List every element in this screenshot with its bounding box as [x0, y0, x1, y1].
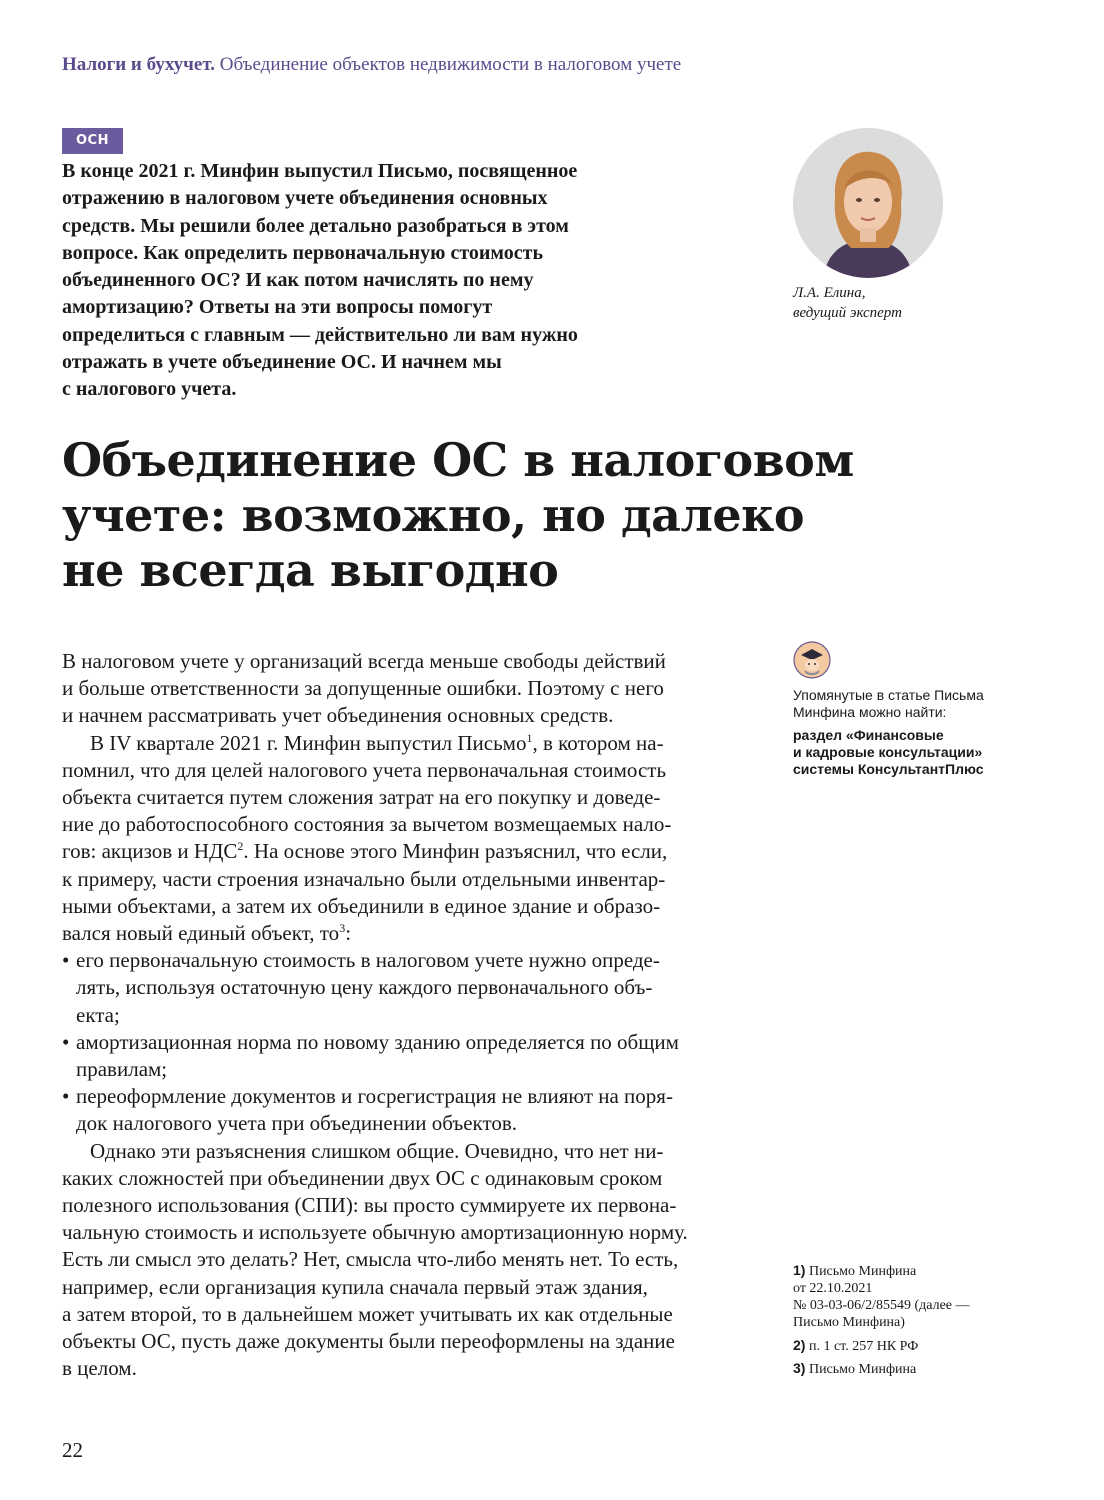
- body-line: [62, 1029, 752, 1056]
- footnote-text: Письмо Минфина: [808, 1264, 917, 1279]
- body-line: екта;: [76, 1002, 120, 1027]
- bullet-icon: •: [62, 1029, 70, 1054]
- body-text: его первоначальную стоимость в налоговом учете нужно опреде-: [76, 948, 660, 973]
- footnote-text: п. 1 ст. 257 НК РФ: [808, 1339, 919, 1354]
- footnote-number: 1): [793, 1262, 806, 1278]
- body-line: док налогового учета при объединении объектов.: [76, 1111, 518, 1136]
- footnote-text: № 03-03-06/2/85549 (далее —: [793, 1298, 970, 1313]
- body-line: в целом.: [62, 1356, 137, 1381]
- sidebar-reference: [793, 727, 1053, 778]
- sidebar-note-line: Упомянутые в статье Письма: [793, 687, 984, 703]
- lead-line: определиться с главным — действительно ли вам нужно: [62, 323, 578, 346]
- footnote-number: 2): [793, 1337, 806, 1353]
- body-line: полезного использования (СПИ): вы просто суммируете их первона-: [62, 1193, 677, 1218]
- body-text: гов: акцизов и НДС: [62, 839, 238, 864]
- sidebar-reference-line: системы КонсультантПлюс: [793, 761, 984, 777]
- body-line: ние до работоспособного состояния за вычетом возмещаемых нало-: [62, 812, 672, 837]
- body-line: и начнем рассматривать учет объединения основных средств.: [62, 703, 614, 728]
- body-line: помнил, что для целей налогового учета первоначальная стоимость: [62, 757, 667, 782]
- lead-line: средств. Мы решили более детально разобраться в этом: [62, 214, 569, 237]
- author-name: Л.А. Елина,: [793, 285, 866, 301]
- body-line: [62, 1083, 752, 1110]
- body-line: объекта считается путем сложения затрат на его покупку и доведе-: [62, 785, 661, 810]
- article-title: [62, 433, 962, 598]
- body-line: Есть ли смысл это делать? Нет, смысла что-либо менять нет. То есть,: [62, 1247, 679, 1272]
- expert-mascot-icon: [793, 641, 831, 679]
- title-line: учете: возможно, но далеко: [62, 488, 805, 542]
- footnote-ref-3: 3: [339, 921, 346, 936]
- body-line: [62, 947, 752, 974]
- lead-line: амортизацию? Ответы на эти вопросы помогут: [62, 296, 493, 319]
- footnote-ref-1: 1: [526, 730, 533, 745]
- lead-line: отражению в налоговом учете объединения основных: [62, 187, 548, 210]
- lead-line: В конце 2021 г. Минфин выпустил Письмо, посвященное: [62, 160, 578, 182]
- body-line: [62, 838, 752, 865]
- author-role: ведущий эксперт: [793, 305, 902, 321]
- body-line: ными объектами, а затем их объединили в единое здание и образо-: [62, 893, 661, 918]
- running-header: [62, 54, 1022, 76]
- body-text: В IV квартале 2021 г. Минфин выпустил Письмо: [90, 730, 527, 755]
- bullet-item: [62, 1029, 752, 1083]
- lead-line: отражать в учете объединение ОС. И начнем мы: [62, 351, 502, 374]
- footnote-1: [793, 1262, 1053, 1331]
- sidebar-reference-line: раздел «Финансовые: [793, 727, 944, 743]
- title-line: не всегда выгодно: [62, 543, 559, 597]
- body-line: [62, 730, 752, 757]
- body-text: переоформление документов и госрегистрация не влияют на поря-: [76, 1084, 673, 1109]
- lead-line: объединенного ОС? И как потом начислять по нему: [62, 269, 534, 292]
- bullet-item: [62, 947, 752, 1029]
- body-line: например, если организация купила сначала первый этаж здания,: [62, 1274, 648, 1299]
- lead-line: вопросе. Как определить первоначальную стоимость: [62, 241, 544, 264]
- body-line: правилам;: [76, 1057, 168, 1082]
- sidebar-note: [793, 687, 1053, 721]
- lead-paragraph: [62, 158, 752, 404]
- author-portrait: [793, 128, 943, 278]
- body-line: объекты ОС, пусть даже документы были переоформлены на здание: [62, 1329, 675, 1354]
- body-text: , в котором на-: [532, 730, 664, 755]
- footnote-3: [793, 1360, 1053, 1378]
- body-text: . На основе этого Минфин разъяснил, что если,: [243, 839, 668, 864]
- bullet-icon: •: [62, 1084, 70, 1109]
- body-line: каких сложностей при объединении двух ОС с одинаковым сроком: [62, 1165, 663, 1190]
- body-line: [62, 920, 752, 947]
- body-line: к примеру, части строения изначально были отдельными инвентар-: [62, 866, 666, 891]
- body-line: чальную стоимость и используете обычную амортизационную норму.: [62, 1220, 688, 1245]
- body-text: вался новый единый объект, то: [62, 921, 340, 946]
- footnote-text: Письмо Минфина): [793, 1315, 905, 1330]
- bullet-item: [62, 1083, 752, 1137]
- tax-regime-tag: ОСН: [62, 128, 123, 154]
- author-photo-icon: [793, 128, 943, 278]
- footnote-number: 3): [793, 1360, 806, 1376]
- body-line: а затем второй, то в дальнейшем может учитывать их как отдельные: [62, 1301, 673, 1326]
- page-number: 22: [62, 1438, 83, 1462]
- article-body: [62, 648, 752, 1382]
- body-line: и больше ответственности за допущенные ошибки. Поэтому с него: [62, 676, 664, 701]
- body-line: В налоговом учете у организаций всегда меньше свободы действий: [62, 649, 666, 673]
- footnote-ref-2: 2: [237, 839, 244, 854]
- footnote-text: от 22.10.2021: [793, 1281, 873, 1296]
- header-topic: Объединение объектов недвижимости в налоговом учете: [219, 54, 682, 75]
- footnote-text: Письмо Минфина: [808, 1362, 917, 1377]
- body-text: амортизационная норма по новому зданию определяется по общим: [76, 1029, 679, 1054]
- body-line: лять, используя остаточную цену каждого первоначального объ-: [76, 975, 653, 1000]
- footnote-2: [793, 1337, 1053, 1355]
- header-section: Налоги и бухучет.: [62, 54, 215, 75]
- lead-line: с налогового учета.: [62, 378, 237, 401]
- title-line: Объединение ОС в налоговом: [62, 433, 854, 487]
- author-caption: [793, 283, 1043, 323]
- body-text: :: [345, 921, 352, 946]
- sidebar-reference-line: и кадровые консультации»: [793, 744, 983, 760]
- bullet-icon: •: [62, 948, 70, 973]
- body-line: Однако эти разъяснения слишком общие. Очевидно, что нет ни-: [90, 1138, 664, 1163]
- sidebar-note-line: Минфина можно найти:: [793, 704, 947, 720]
